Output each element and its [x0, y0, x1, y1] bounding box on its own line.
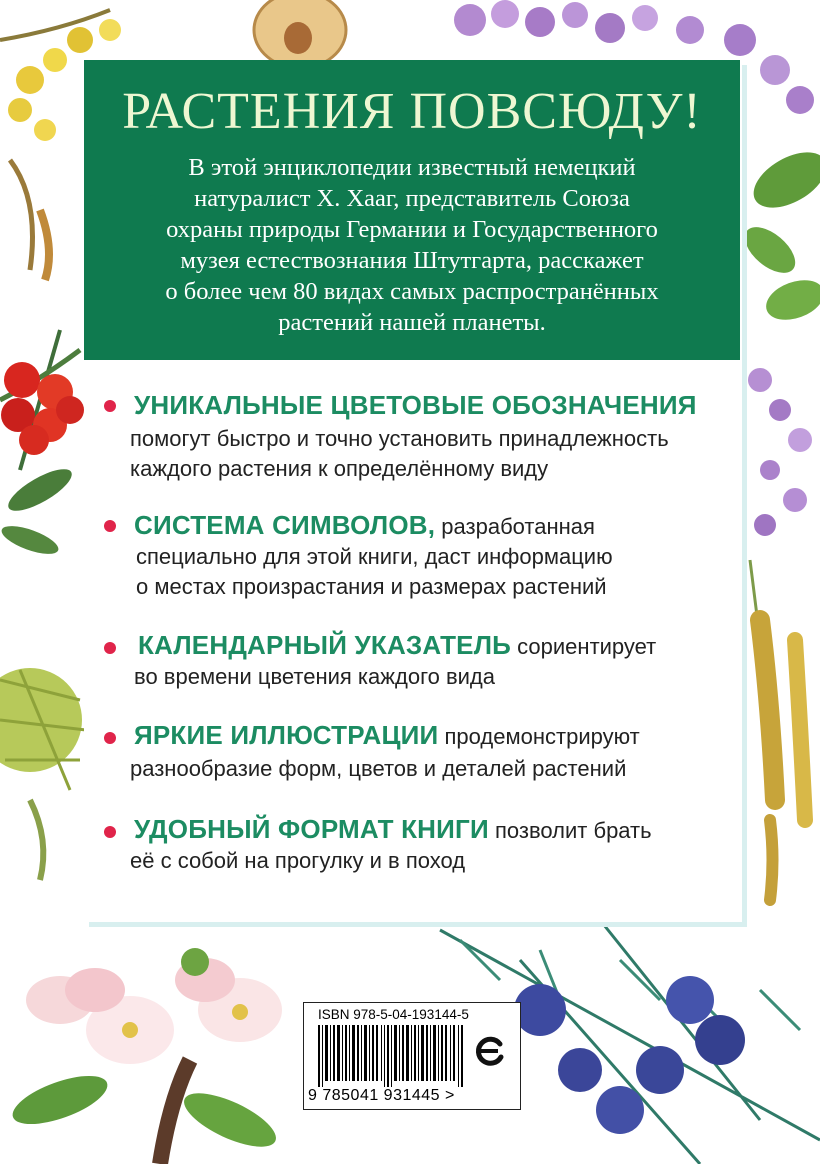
- feature-heading: ЯРКИЕ ИЛЛЮСТРАЦИИ: [134, 720, 439, 750]
- feature-heading-line: [138, 632, 656, 658]
- page-title: РАСТЕНИЯ ПОВСЮДУ!: [122, 83, 702, 140]
- feature-tail: позволит брать: [488, 818, 652, 843]
- intro-line: музея естествознания Штутгарта, расскажет: [180, 247, 644, 274]
- intro-line: растений нашей планеты.: [278, 309, 546, 336]
- red-berry-illustration: [0, 330, 84, 560]
- bullet-icon: [104, 732, 116, 744]
- seed-illustration: [254, 0, 346, 68]
- feature-line: о местах произрастания и размерах растений: [136, 574, 607, 599]
- intro-line: охраны природы Германии и Государственного: [166, 216, 658, 243]
- bullet-icon: [104, 400, 116, 412]
- feature-line: разнообразие форм, цветов и деталей растений: [130, 756, 627, 781]
- feature-line: во времени цветения каждого вида: [134, 664, 496, 689]
- publisher-logo-icon: [470, 1030, 510, 1070]
- bullet-icon: [104, 642, 116, 654]
- intro-line: В этой энциклопедии известный немецкий: [188, 154, 636, 181]
- feature-line: специально для этой книги, даст информацию: [136, 544, 613, 569]
- feature-heading: УНИКАЛЬНЫЕ ЦВЕТОВЫЕ ОБОЗНАЧЕНИЯ: [134, 390, 697, 420]
- barcode-digits: 9 785041 931445 >: [308, 1087, 455, 1104]
- isbn-label: ISBN 978-5-04-193144-5: [318, 1007, 469, 1022]
- feature-heading: УДОБНЫЙ ФОРМАТ КНИГИ: [134, 814, 489, 844]
- feature-heading-line: [134, 512, 595, 538]
- feature-heading: КАЛЕНДАРНЫЙ УКАЗАТЕЛЬ: [138, 630, 512, 660]
- chestnut-illustration: [0, 668, 86, 880]
- birch-catkin-illustration: [760, 620, 805, 900]
- feature-heading-line: [134, 816, 652, 842]
- intro-text: [106, 152, 718, 338]
- apple-blossom-illustration: [7, 948, 283, 1164]
- feature-heading-line: [134, 722, 640, 748]
- bullet-icon: [104, 520, 116, 532]
- barcode-bars: [318, 1025, 468, 1087]
- intro-line: о более чем 80 видах самых распространённых: [165, 278, 659, 305]
- feature-heading: СИСТЕМА СИМВОЛОВ,: [134, 510, 436, 540]
- bullet-icon: [104, 826, 116, 838]
- feature-tail: разработанная: [435, 514, 595, 539]
- feature-tail: продемонстрируют: [438, 724, 640, 749]
- green-header-panel: [84, 60, 740, 360]
- feature-line: её с собой на прогулку и в поход: [130, 848, 466, 873]
- feature-line: помогут быстро и точно установить принадлежность: [130, 426, 669, 451]
- feature-tail: сориентирует: [511, 634, 657, 659]
- feature-line: каждого растения к определённому виду: [130, 456, 549, 481]
- feature-heading-line: [134, 392, 697, 418]
- intro-line: натуралист Х. Хааг, представитель Союза: [194, 185, 630, 212]
- lilac-cluster-illustration: [748, 273, 820, 640]
